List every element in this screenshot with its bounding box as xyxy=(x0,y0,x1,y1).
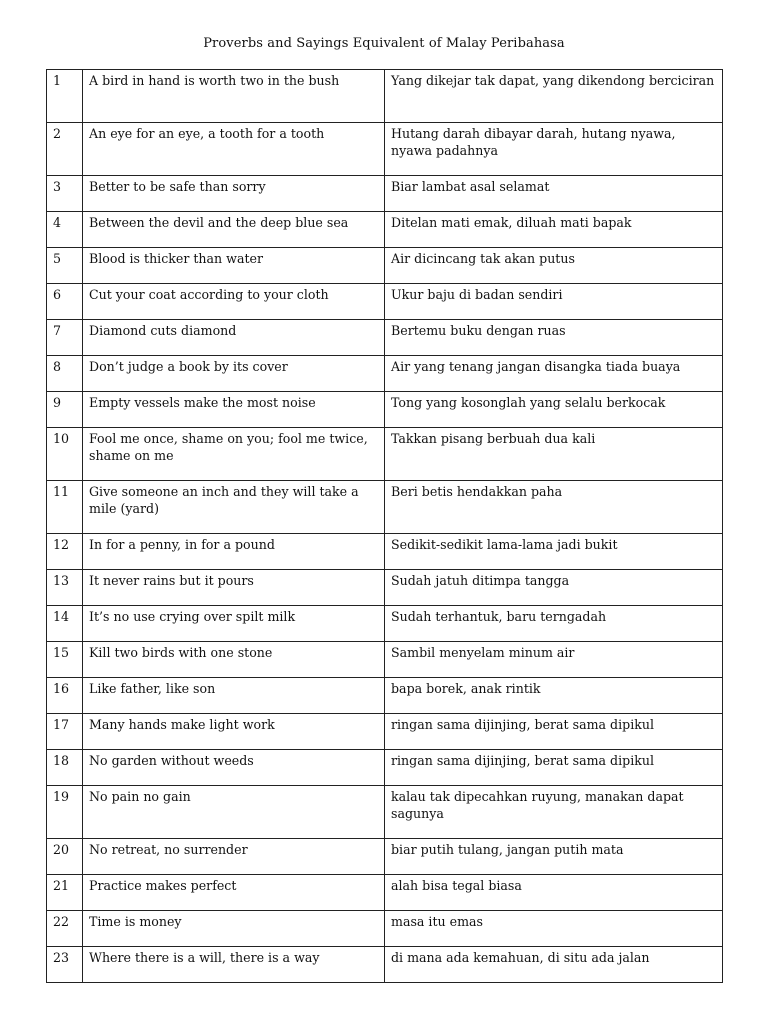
english-proverb-cell: Don’t judge a book by its cover xyxy=(83,356,385,392)
malay-peribahasa-cell: Ukur baju di badan sendiri xyxy=(385,284,723,320)
table-row xyxy=(47,176,723,212)
table-row xyxy=(47,248,723,284)
english-proverb-cell: Time is money xyxy=(83,911,385,947)
malay-peribahasa-cell: ringan sama dijinjing, berat sama dipikul xyxy=(385,714,723,750)
malay-peribahasa-cell: Sedikit-sedikit lama-lama jadi bukit xyxy=(385,534,723,570)
row-number-cell: 9 xyxy=(47,392,83,428)
english-proverb-cell: In for a penny, in for a pound xyxy=(83,534,385,570)
malay-peribahasa-cell: alah bisa tegal biasa xyxy=(385,875,723,911)
english-proverb-cell: An eye for an eye, a tooth for a tooth xyxy=(83,123,385,176)
table-row xyxy=(47,534,723,570)
malay-peribahasa-cell: Beri betis hendakkan paha xyxy=(385,481,723,534)
english-proverb-cell: Give someone an inch and they will take a mile (yard) xyxy=(83,481,385,534)
malay-peribahasa-cell: Biar lambat asal selamat xyxy=(385,176,723,212)
table-row xyxy=(47,642,723,678)
row-number-cell: 1 xyxy=(47,70,83,123)
malay-peribahasa-cell: biar putih tulang, jangan putih mata xyxy=(385,839,723,875)
table-row xyxy=(47,70,723,123)
row-number-cell: 17 xyxy=(47,714,83,750)
malay-peribahasa-cell: Yang dikejar tak dapat, yang dikendong berciciran xyxy=(385,70,723,123)
table-row xyxy=(47,428,723,481)
table-row xyxy=(47,212,723,248)
document-title: Proverbs and Sayings Equivalent of Malay Peribahasa xyxy=(203,36,565,51)
row-number-cell: 19 xyxy=(47,786,83,839)
row-number-cell: 8 xyxy=(47,356,83,392)
malay-peribahasa-cell: Hutang darah dibayar darah, hutang nyawa, nyawa padahnya xyxy=(385,123,723,176)
malay-peribahasa-cell: masa itu emas xyxy=(385,911,723,947)
table-row xyxy=(47,392,723,428)
english-proverb-cell: It never rains but it pours xyxy=(83,570,385,606)
english-proverb-cell: Between the devil and the deep blue sea xyxy=(83,212,385,248)
english-proverb-cell: No garden without weeds xyxy=(83,750,385,786)
row-number-cell: 5 xyxy=(47,248,83,284)
table-row xyxy=(47,678,723,714)
english-proverb-cell: Where there is a will, there is a way xyxy=(83,947,385,983)
malay-peribahasa-cell: Bertemu buku dengan ruas xyxy=(385,320,723,356)
malay-peribahasa-cell: Sambil menyelam minum air xyxy=(385,642,723,678)
english-proverb-cell: Kill two birds with one stone xyxy=(83,642,385,678)
table-row xyxy=(47,875,723,911)
table-row xyxy=(47,570,723,606)
table-row xyxy=(47,911,723,947)
table-row xyxy=(47,750,723,786)
english-proverb-cell: No pain no gain xyxy=(83,786,385,839)
row-number-cell: 14 xyxy=(47,606,83,642)
english-proverb-cell: No retreat, no surrender xyxy=(83,839,385,875)
malay-peribahasa-cell: bapa borek, anak rintik xyxy=(385,678,723,714)
english-proverb-cell: Diamond cuts diamond xyxy=(83,320,385,356)
malay-peribahasa-cell: Air yang tenang jangan disangka tiada buaya xyxy=(385,356,723,392)
table-row xyxy=(47,606,723,642)
row-number-cell: 13 xyxy=(47,570,83,606)
table-row xyxy=(47,481,723,534)
table-row xyxy=(47,947,723,983)
english-proverb-cell: Fool me once, shame on you; fool me twice, shame on me xyxy=(83,428,385,481)
row-number-cell: 12 xyxy=(47,534,83,570)
table-row xyxy=(47,356,723,392)
malay-peribahasa-cell: Sudah terhantuk, baru terngadah xyxy=(385,606,723,642)
row-number-cell: 7 xyxy=(47,320,83,356)
table-row xyxy=(47,284,723,320)
malay-peribahasa-cell: Ditelan mati emak, diluah mati bapak xyxy=(385,212,723,248)
english-proverb-cell: Cut your coat according to your cloth xyxy=(83,284,385,320)
english-proverb-cell: Like father, like son xyxy=(83,678,385,714)
row-number-cell: 18 xyxy=(47,750,83,786)
english-proverb-cell: Better to be safe than sorry xyxy=(83,176,385,212)
proverbs-table-body xyxy=(47,70,723,983)
row-number-cell: 2 xyxy=(47,123,83,176)
row-number-cell: 6 xyxy=(47,284,83,320)
row-number-cell: 16 xyxy=(47,678,83,714)
table-row xyxy=(47,839,723,875)
row-number-cell: 23 xyxy=(47,947,83,983)
row-number-cell: 22 xyxy=(47,911,83,947)
english-proverb-cell: Many hands make light work xyxy=(83,714,385,750)
row-number-cell: 15 xyxy=(47,642,83,678)
malay-peribahasa-cell: ringan sama dijinjing, berat sama dipikul xyxy=(385,750,723,786)
table-row xyxy=(47,320,723,356)
english-proverb-cell: Blood is thicker than water xyxy=(83,248,385,284)
row-number-cell: 10 xyxy=(47,428,83,481)
english-proverb-cell: A bird in hand is worth two in the bush xyxy=(83,70,385,123)
row-number-cell: 3 xyxy=(47,176,83,212)
malay-peribahasa-cell: Takkan pisang berbuah dua kali xyxy=(385,428,723,481)
proverbs-table xyxy=(46,69,723,983)
malay-peribahasa-cell: Sudah jatuh ditimpa tangga xyxy=(385,570,723,606)
malay-peribahasa-cell: di mana ada kemahuan, di situ ada jalan xyxy=(385,947,723,983)
english-proverb-cell: Practice makes perfect xyxy=(83,875,385,911)
row-number-cell: 21 xyxy=(47,875,83,911)
english-proverb-cell: Empty vessels make the most noise xyxy=(83,392,385,428)
row-number-cell: 20 xyxy=(47,839,83,875)
table-row xyxy=(47,786,723,839)
table-row xyxy=(47,123,723,176)
table-row xyxy=(47,714,723,750)
malay-peribahasa-cell: kalau tak dipecahkan ruyung, manakan dapat sagunya xyxy=(385,786,723,839)
english-proverb-cell: It’s no use crying over spilt milk xyxy=(83,606,385,642)
malay-peribahasa-cell: Air dicincang tak akan putus xyxy=(385,248,723,284)
row-number-cell: 4 xyxy=(47,212,83,248)
row-number-cell: 11 xyxy=(47,481,83,534)
malay-peribahasa-cell: Tong yang kosonglah yang selalu berkocak xyxy=(385,392,723,428)
